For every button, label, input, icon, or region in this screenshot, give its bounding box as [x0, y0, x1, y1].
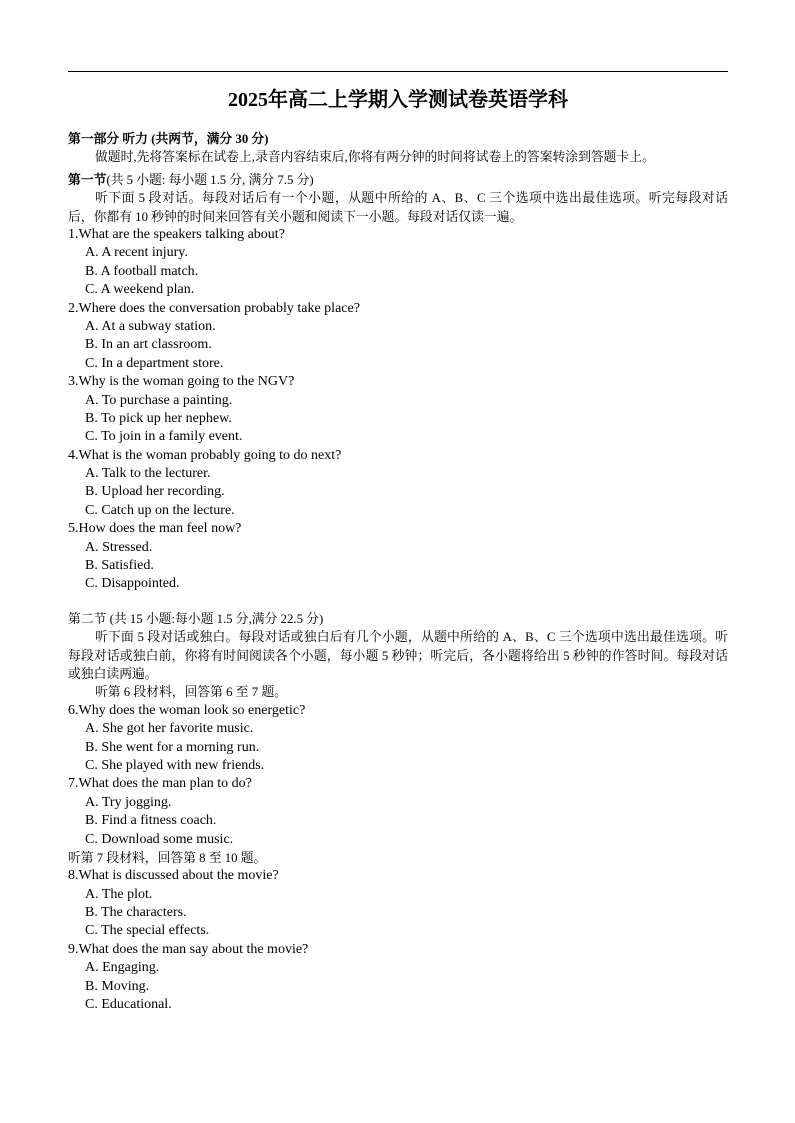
question-8: 8.What is discussed about the movie? [68, 868, 279, 884]
section2-heading: 第二节 (共 15 小题:每小题 1.5 分,满分 22.5 分) [68, 611, 324, 626]
section1-instructions: 听下面 5 段对话。每段对话后有一个小题，从题中所给的 A、B、C 三个选项中选出最佳选项。听完每段对话后，你都有 10 秒钟的时间来回答有关小题和阅读下一小题。每段对话仅读一遍。 [68, 191, 728, 224]
question-9: 9.What does the man say about the movie? [68, 941, 309, 957]
question-2: 2.Where does the conversation probably take place? [68, 300, 360, 316]
q3-option-b: B. To pick up her nephew. [85, 410, 232, 426]
section2-instructions: 听下面 5 段对话或独白。每段对话或独白后有几个小题，从题中所给的 A、B、C 三个选项中选出最佳选项。听每段对话或独白前，你将有时间阅读各个小题，每小题 5 秒钟；听完后，各小题将给出 5 秒钟的作答时间。每段对话或独白读两遍。 [68, 630, 728, 681]
header-rule [68, 71, 728, 72]
question-6: 6.Why does the woman look so energetic? [68, 702, 306, 718]
q5-option-b: B. Satisfied. [85, 558, 154, 574]
section1-heading-rest: (共 5 小题: 每小题 1.5 分, 满分 7.5 分) [106, 172, 314, 187]
q4-option-a: A. Talk to the lecturer. [85, 466, 211, 482]
part1-note: 做题时,先将答案标在试卷上,录音内容结束后,你将有两分钟的时间将试卷上的答案转涂到答题卡上。 [95, 150, 655, 165]
material-6-note: 听第 6 段材料，回答第 6 至 7 题。 [95, 685, 287, 700]
page-title: 2025年高二上学期入学测试卷英语学科 [228, 89, 568, 111]
q7-option-b: B. Find a fitness coach. [85, 813, 217, 829]
q2-option-c: C. In a department store. [85, 355, 224, 371]
q1-option-c: C. A weekend plan. [85, 282, 195, 298]
q8-option-b: B. The characters. [85, 905, 187, 921]
q6-option-c: C. She played with new friends. [85, 757, 265, 773]
q2-option-a: A. At a subway station. [85, 318, 216, 334]
question-5: 5.How does the man feel now? [68, 521, 242, 537]
question-7: 7.What does the man plan to do? [68, 776, 252, 792]
question-4: 4.What is the woman probably going to do next? [68, 447, 342, 463]
q8-option-c: C. The special effects. [85, 923, 210, 939]
exam-body [68, 130, 728, 1014]
q7-option-c: C. Download some music. [85, 831, 234, 847]
q6-option-b: B. She went for a morning run. [85, 739, 260, 755]
section1-heading [68, 171, 728, 189]
q3-option-a: A. To purchase a painting. [85, 392, 233, 408]
q8-option-a: A. The plot. [85, 886, 153, 902]
q2-option-b: B. In an art classroom. [85, 337, 212, 353]
q4-option-c: C. Catch up on the lecture. [85, 502, 235, 518]
q4-option-b: B. Upload her recording. [85, 484, 225, 500]
question-3: 3.Why is the woman going to the NGV? [68, 374, 295, 390]
q6-option-a: A. She got her favorite music. [85, 721, 254, 737]
question-1: 1.What are the speakers talking about? [68, 226, 285, 242]
part1-heading: 第一部分 听力 (共两节，满分 30 分) [68, 132, 269, 146]
section1-heading-bold: 第一节 [68, 172, 107, 187]
q1-option-a: A. A recent injury. [85, 245, 188, 261]
material-7-note: 听第 7 段材料，回答第 8 至 10 题。 [68, 850, 267, 865]
q9-option-b: B. Moving. [85, 978, 150, 994]
q5-option-a: A. Stressed. [85, 539, 153, 555]
q7-option-a: A. Try jogging. [85, 794, 172, 810]
q3-option-c: C. To join in a family event. [85, 429, 243, 445]
q5-option-c: C. Disappointed. [85, 576, 180, 592]
q1-option-b: B. A football match. [85, 263, 199, 279]
q9-option-c: C. Educational. [85, 997, 172, 1013]
q9-option-a: A. Engaging. [85, 960, 160, 976]
